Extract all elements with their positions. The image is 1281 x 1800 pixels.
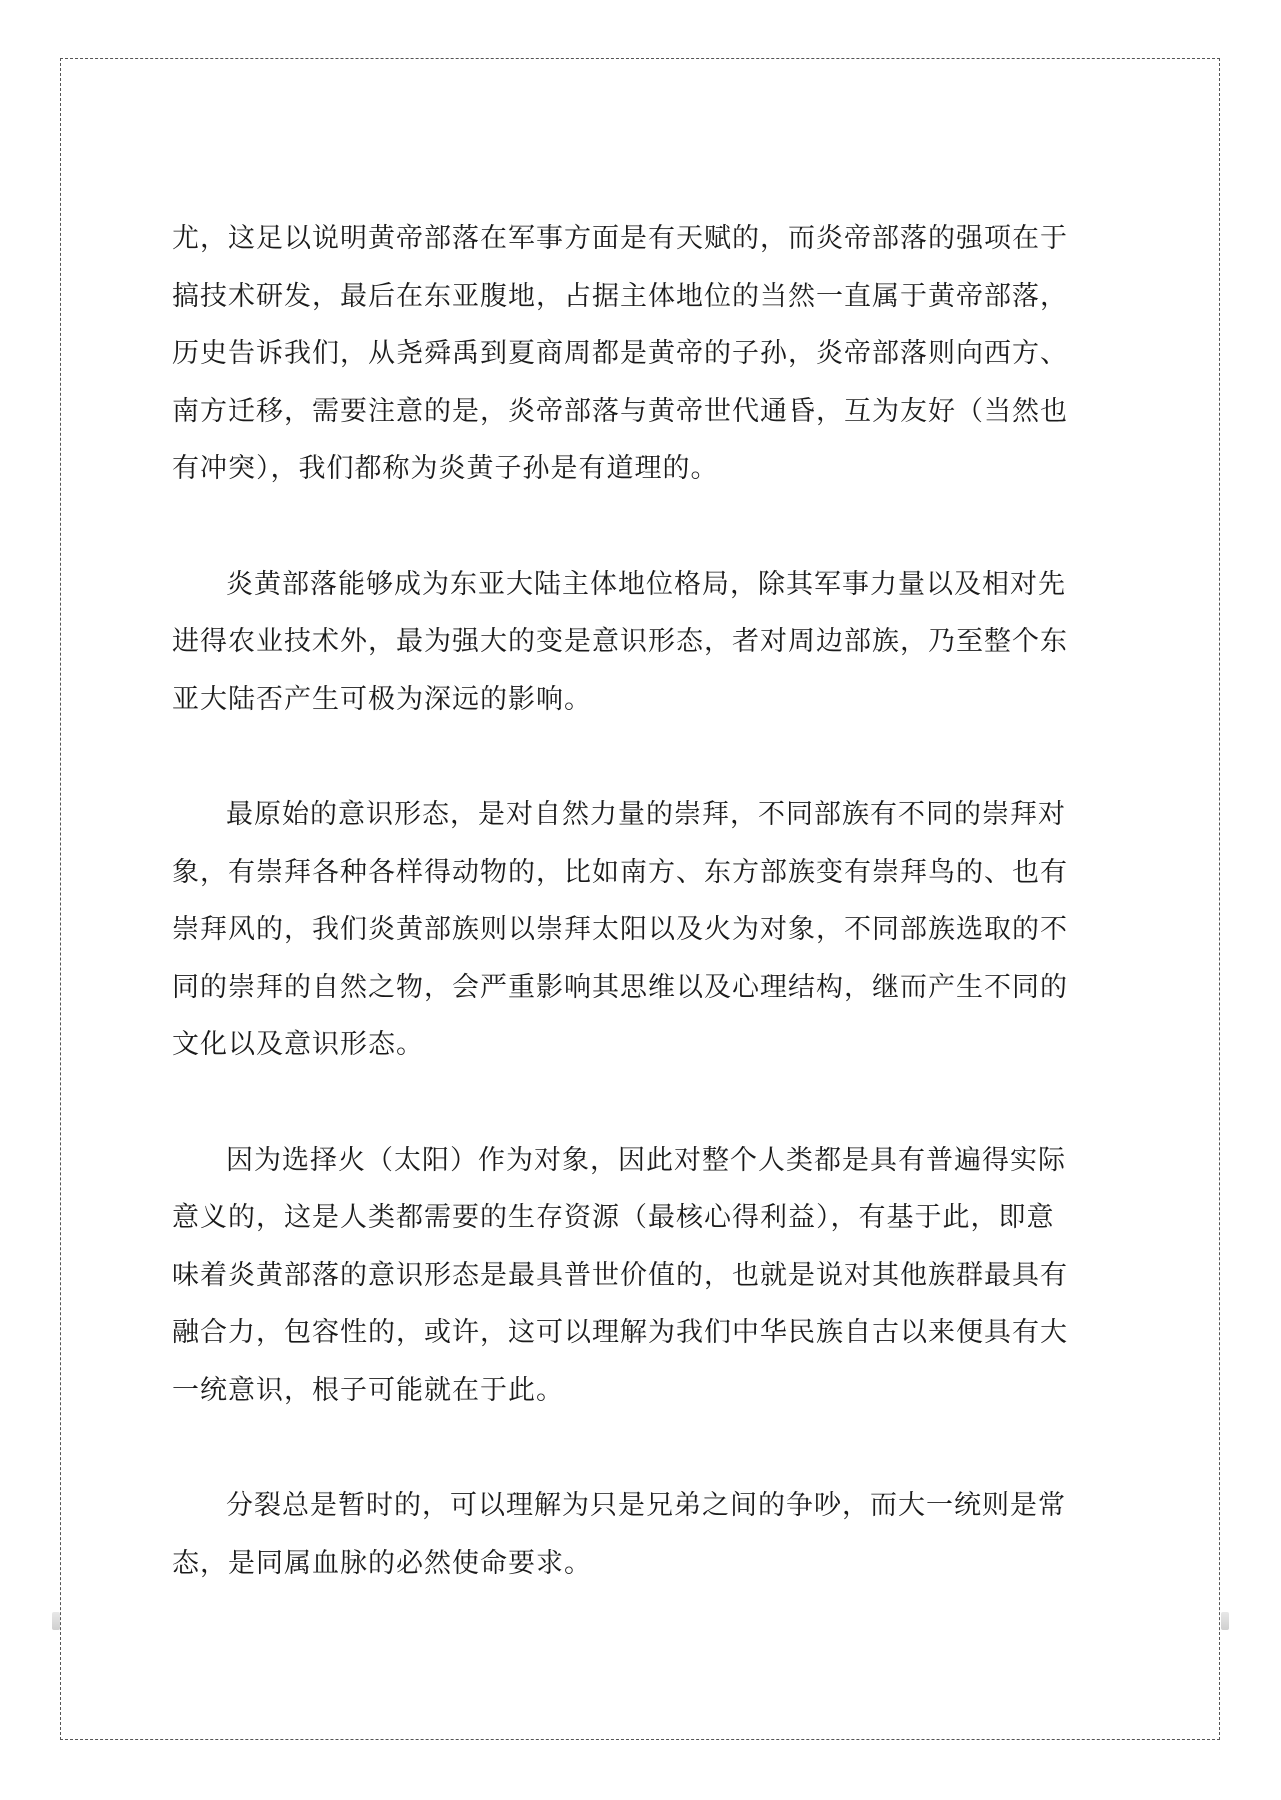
paragraph-line: 一统意识，根子可能就在于此。 <box>172 1374 564 1406</box>
right-edge-mark <box>1221 1612 1229 1630</box>
paragraph-5 <box>172 1477 1110 1592</box>
paragraph-line: 有冲突），我们都称为炎黄子孙是有道理的。 <box>172 453 719 484</box>
document-body <box>172 210 1110 1650</box>
paragraph-line: 最原始的意识形态，是对自然力量的崇拜，不同部族有不同的崇拜对 <box>226 799 1066 830</box>
paragraph-line: 崇拜风的，我们炎黄部族则以崇拜太阳以及火为对象，不同部族选取的不 <box>172 914 1068 945</box>
paragraph-line: 态，是同属血脉的必然使命要求。 <box>172 1547 592 1579</box>
paragraph-line: 南方迁移，需要注意的是，炎帝部落与黄帝世代通昏，互为友好（当然也 <box>172 395 1068 427</box>
paragraph-line: 进得农业技术外，最为强大的变是意识形态，者对周边部族，乃至整个东 <box>172 626 1068 657</box>
paragraph-line: 象，有崇拜各种各样得动物的，比如南方、东方部族变有崇拜鸟的、也有 <box>172 856 1068 888</box>
paragraph-1 <box>172 210 1110 498</box>
paragraph-line: 分裂总是暂时的，可以理解为只是兄弟之间的争吵，而大一统则是常 <box>226 1490 1066 1521</box>
paragraph-line: 味着炎黄部落的意识形态是最具普世价值的，也就是说对其他族群最具有 <box>172 1259 1068 1291</box>
paragraph-line: 因为选择火（太阳）作为对象，因此对整个人类都是具有普遍得实际 <box>226 1144 1066 1176</box>
paragraph-line: 搞技术研发，最后在东亚腹地，占据主体地位的当然一直属于黄帝部落， <box>172 280 1068 312</box>
paragraph-2 <box>172 556 1110 729</box>
paragraph-line: 同的崇拜的自然之物，会严重影响其思维以及心理结构，继而产生不同的 <box>172 971 1068 1003</box>
left-edge-mark <box>52 1612 60 1630</box>
paragraph-line: 亚大陆否产生可极为深远的影响。 <box>172 683 592 715</box>
paragraph-4 <box>172 1132 1110 1420</box>
paragraph-line: 历史告诉我们，从尧舜禹到夏商周都是黄帝的子孙，炎帝部落则向西方、 <box>172 338 1068 369</box>
paragraph-line: 文化以及意识形态。 <box>172 1029 424 1060</box>
paragraph-line: 炎黄部落能够成为东亚大陆主体地位格局，除其军事力量以及相对先 <box>226 568 1066 600</box>
paragraph-line: 意义的，这是人类都需要的生存资源（最核心得利益），有基于此，即意 <box>172 1202 1055 1233</box>
paragraph-line: 尤，这足以说明黄帝部落在军事方面是有天赋的，而炎帝部落的强项在于 <box>172 223 1068 254</box>
paragraph-line: 融合力，包容性的，或许，这可以理解为我们中华民族自古以来便具有大 <box>172 1317 1068 1348</box>
paragraph-3 <box>172 786 1110 1074</box>
